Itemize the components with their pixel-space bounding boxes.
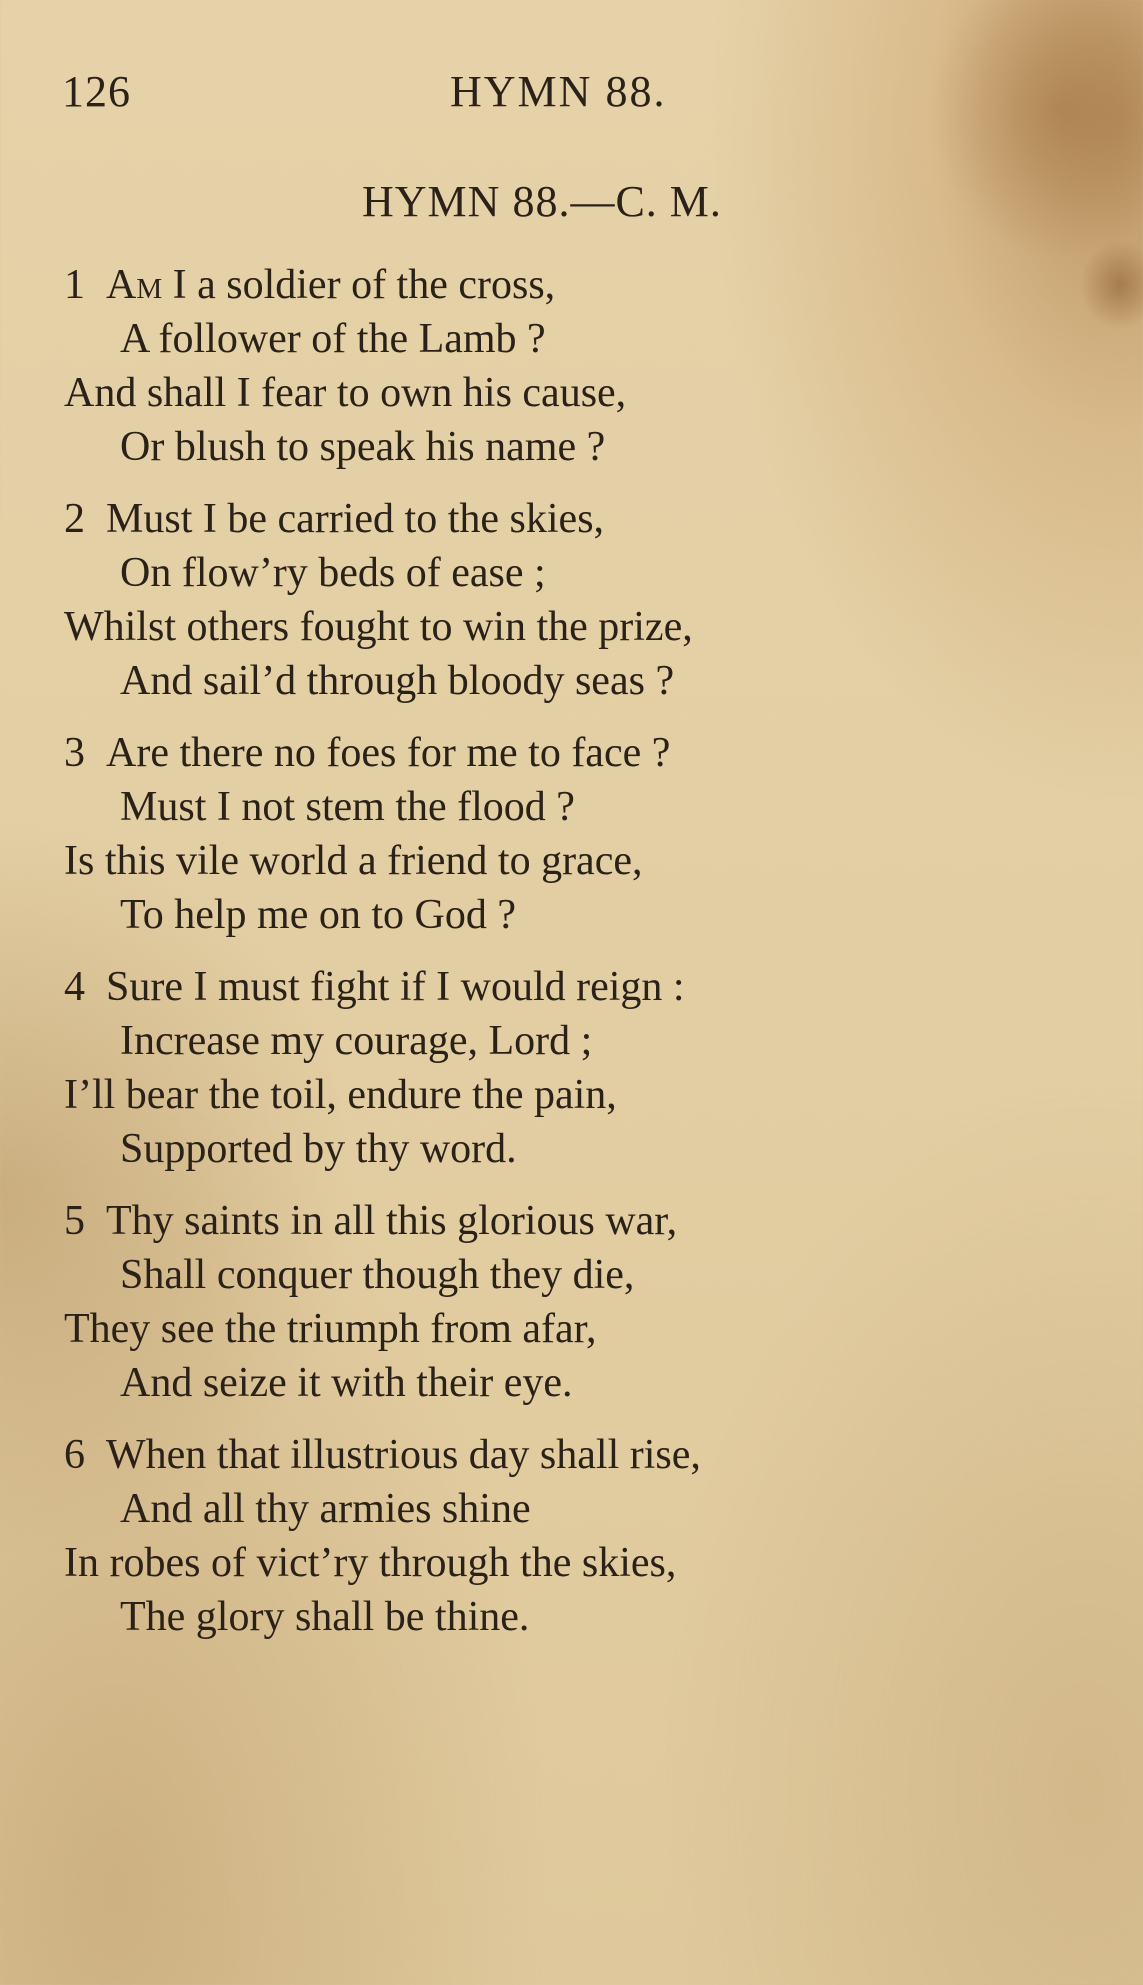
verse-line [64,1194,1084,1248]
verse-line: I’ll bear the toil, endure the pain, [64,1072,617,1118]
verse-line: Shall conquer though they die, [120,1252,635,1298]
page-number: 126 [62,67,131,116]
stanza-number: 1 [64,262,85,308]
stanza-6 [64,1428,1084,1644]
stanza-1 [64,258,1084,474]
verse-line-text: Are there no foes for me to face ? [106,730,671,776]
verse-line [64,726,1084,780]
verse-line: To help me on to God ? [120,892,516,938]
stanza-number: 2 [64,496,85,542]
running-title: HYMN 88. [450,67,667,116]
verse-line-text: Thy saints in all this glorious war, [106,1198,678,1244]
verse-line: Whilst others fought to win the prize, [64,604,693,650]
stanza-number: 6 [64,1432,85,1478]
stanza-number: 4 [64,964,85,1010]
verse-line: Must I not stem the flood ? [120,784,575,830]
stanza-2 [64,492,1084,708]
verse-line: In robes of vict’ry through the skies, [64,1540,677,1586]
hymn-title: HYMN 88.—C. M. [362,177,722,226]
stanza-number: 3 [64,730,85,776]
verse-line [64,492,1084,546]
verse-line: And all thy armies shine [120,1486,531,1532]
verse-line-text: I a soldier of the cross, [162,262,556,308]
verse-line: A follower of the Lamb ? [120,316,546,362]
verse-line: They see the triumph from afar, [64,1306,597,1352]
verse-line-text: Must I be carried to the skies, [106,496,605,542]
verse-line: And shall I fear to own his cause, [64,370,627,416]
verse-line: And seize it with their eye. [120,1360,573,1406]
verse-line: Is this vile world a friend to grace, [64,838,643,884]
verse-line [64,1428,1084,1482]
hymn-text [64,258,1084,1662]
paper-stain [1080,240,1143,330]
verse-line: Or blush to speak his name ? [120,424,606,470]
verse-line: Supported by thy word. [120,1126,517,1172]
verse-line-text: Sure I must fight if I would reign : [106,964,685,1010]
stanza-4 [64,960,1084,1176]
verse-line [64,960,1084,1014]
paper-stain [930,0,1143,260]
stanza-3 [64,726,1084,942]
running-head [62,66,722,126]
verse-line: Increase my courage, Lord ; [120,1018,593,1064]
stanza-number: 5 [64,1198,85,1244]
verse-line: And sail’d through bloody seas ? [120,658,675,704]
stanza-5 [64,1194,1084,1410]
verse-line [64,258,1084,312]
verse-line-text: When that illustrious day shall rise, [106,1432,701,1478]
verse-line: The glory shall be thine. [120,1594,530,1640]
verse-line: On flow’ry beds of ease ; [120,550,546,596]
verse-line-lead: Am [106,262,163,308]
